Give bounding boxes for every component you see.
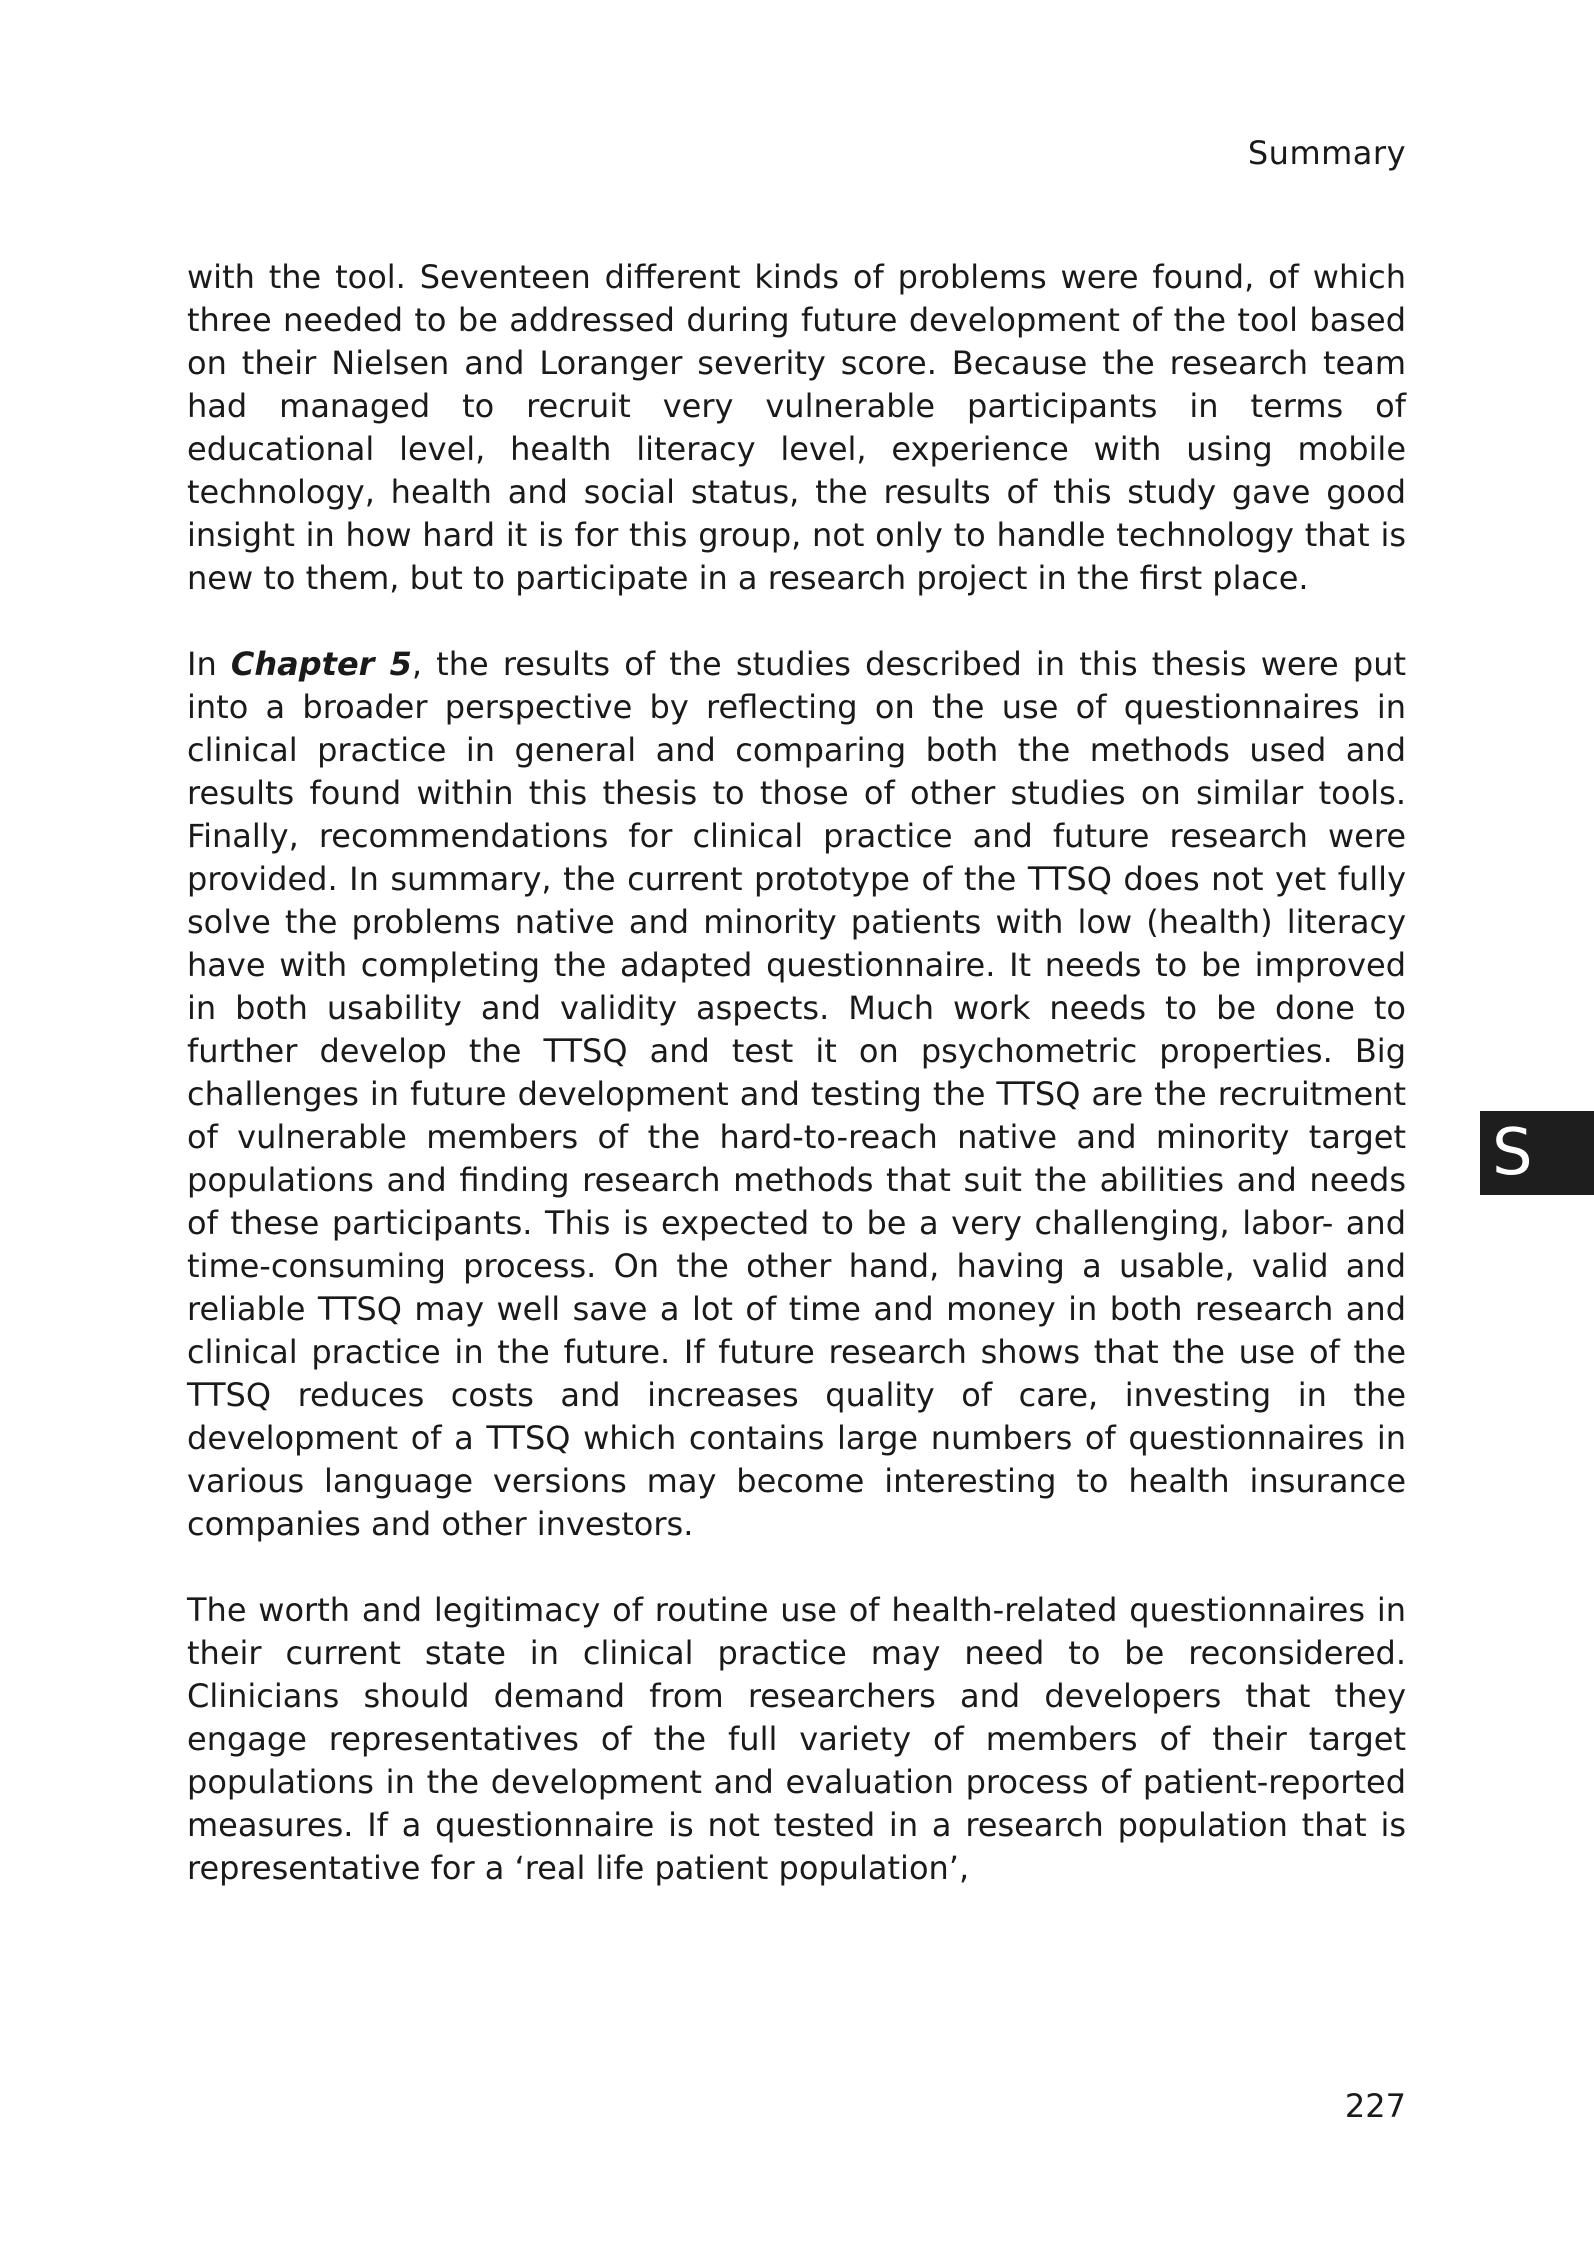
paragraph-2 [187,643,1406,1546]
paragraph-1: with the tool. Seventeen different kinds of problems were found, of which three needed to be addressed during future development of the tool based on their Nielsen and Loranger severity score. Because the research team had managed to recruit very vulnerable participants in terms of educational level, health literacy level, experience with using mobile technology, health and social status, the results of this study gave good insight in how hard it is for this group, not only to handle technology that is new to them, but to participate in a research project in the first place. [187,258,1406,597]
page-number: 227 [1344,2087,1406,2125]
chapter-reference: Chapter 5 [230,645,412,683]
paragraph-2-text: , the results of the studies described in this thesis were put into a broader perspective by reflecting on the use of questionnaires in clinical practice in general and comparing both the methods used and results found within this thesis to those of other studies on similar tools. Finally, recommendations for clinical practice and future research were provided. In summary, the current prototype of the TTSQ does not yet fully solve the problems native and minority patients with low (health) literacy have with completing the adapted questionnaire. It needs to be improved in both usability and validity aspects. Much work needs to be done to further develop the TTSQ and test it on psychometric properties. Big challenges in future development and testing the TTSQ are the recruitment of vulnerable members of the hard-to-reach native and minority target populations and finding research methods that suit the abilities and needs of these participants. This is expected to be a very challenging, labor- and time-consuming process. On the other hand, having a usable, valid and reliable TTSQ may well save a lot of time and money in both research and clinical practice in the future. If future research shows that the use of the TTSQ reduces costs and increases quality of care, investing in the development of a TTSQ which contains large numbers of questionnaires in various language versions may become interesting to health insurance companies and other investors. [187,645,1407,1543]
chapter-thumb-tab: S [1480,1111,1594,1195]
paragraph-3: The worth and legitimacy of routine use of health-related questionnaires in their current state in clinical practice may need to be reconsidered. Clinicians should demand from researchers and developers that they engage representatives of the full variety of members of their target populations in the development and evaluation process of patient-reported measures. If a questionnaire is not tested in a research population that is representative for a ‘real life patient population’, [187,1591,1406,1887]
running-header: Summary [1247,134,1406,172]
body-text [187,256,1406,1890]
paragraph-2-prefix: In [187,645,231,683]
